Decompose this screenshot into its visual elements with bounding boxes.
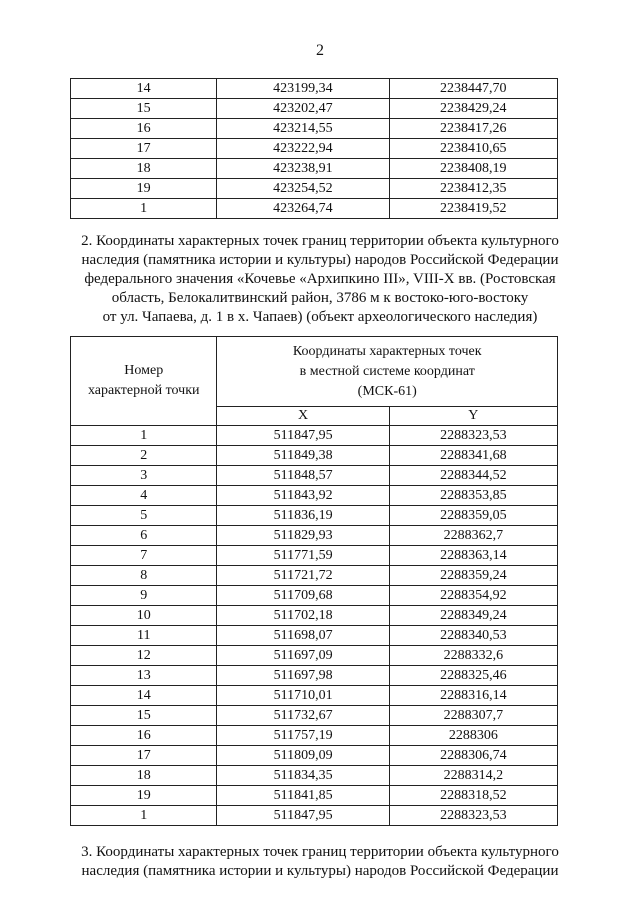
y-coordinate-cell: 2288341,68 [389,446,557,466]
point-number-cell: 19 [71,179,217,199]
x-coordinate-cell: 423202,47 [217,99,389,119]
table-row [71,159,558,179]
y-coordinate-cell: 2238412,35 [389,179,557,199]
x-coordinate-cell: 423222,94 [217,139,389,159]
table-continued-body [71,79,558,219]
table-row [71,526,558,546]
table-row [71,686,558,706]
section-2-heading [60,232,580,327]
y-coordinate-cell: 2288318,52 [389,786,557,806]
point-number-cell: 2 [71,446,217,466]
table-row [71,486,558,506]
table-row [71,706,558,726]
x-coordinate-cell: 511757,19 [217,726,389,746]
y-coordinate-cell: 2288363,14 [389,546,557,566]
x-coordinate-cell: 511732,67 [217,706,389,726]
table-row [71,79,558,99]
x-coordinate-cell: 511834,35 [217,766,389,786]
point-number-cell: 17 [71,139,217,159]
coordinates-table-continued [70,78,558,219]
point-number-cell: 13 [71,666,217,686]
section-2-line: область, Белокалитвинский район, 3786 м к востоко-юго-востоку [111,290,529,306]
table-row [71,119,558,139]
point-number-cell: 14 [71,686,217,706]
x-coordinate-cell: 511710,01 [217,686,389,706]
table-row [71,546,558,566]
table-row [71,766,558,786]
point-number-cell: 7 [71,546,217,566]
point-number-cell: 3 [71,466,217,486]
x-coordinate-cell: 511698,07 [217,626,389,646]
header-coords-line: Координаты характерных точек [292,343,482,359]
y-coordinate-cell: 2288332,6 [389,646,557,666]
table-row [71,586,558,606]
section-2-line: от ул. Чапаева, д. 1 в х. Чапаев) (объект археологического наследия) [102,309,538,325]
x-coordinate-cell: 511721,72 [217,566,389,586]
y-coordinate-cell: 2238419,52 [389,199,557,219]
y-coordinate-cell: 2288353,85 [389,486,557,506]
x-coordinate-cell: 511843,92 [217,486,389,506]
y-coordinate-cell: 2238447,70 [389,79,557,99]
coordinates-table [70,336,558,826]
y-coordinate-cell: 2288325,46 [389,666,557,686]
x-coordinate-cell: 511847,95 [217,426,389,446]
table-row [71,606,558,626]
point-number-cell: 16 [71,119,217,139]
x-coordinate-cell: 423264,74 [217,199,389,219]
header-x: X [217,407,389,426]
x-coordinate-cell: 511841,85 [217,786,389,806]
header-coords-line: в местной системе координат [299,363,475,379]
point-number-cell: 18 [71,159,217,179]
table-row [71,786,558,806]
table-row [71,626,558,646]
y-coordinate-cell: 2288314,2 [389,766,557,786]
x-coordinate-cell: 511697,98 [217,666,389,686]
table-row [71,806,558,826]
table-row [71,666,558,686]
point-number-cell: 4 [71,486,217,506]
point-number-cell: 19 [71,786,217,806]
point-number-cell: 12 [71,646,217,666]
point-number-cell: 5 [71,506,217,526]
point-number-cell: 1 [71,426,217,446]
y-coordinate-cell: 2288359,05 [389,506,557,526]
coordinates-table-head [71,337,558,426]
page-number: 2 [316,42,324,59]
section-3-line: 3. Координаты характерных точек границ территории объекта культурного [81,844,559,860]
point-number-cell: 15 [71,706,217,726]
header-point-line: Номер [124,363,164,378]
y-coordinate-cell: 2238417,26 [389,119,557,139]
x-coordinate-cell: 511702,18 [217,606,389,626]
section-2-line: 2. Координаты характерных точек границ территории объекта культурного [81,233,559,249]
y-coordinate-cell: 2288307,7 [389,706,557,726]
header-coordinates [217,337,558,407]
table-row [71,726,558,746]
section-3-line: наследия (памятника истории и культуры) народов Российской Федерации [81,863,559,879]
y-coordinate-cell: 2288354,92 [389,586,557,606]
y-coordinate-cell: 2238408,19 [389,159,557,179]
point-number-cell: 18 [71,766,217,786]
y-coordinate-cell: 2288362,7 [389,526,557,546]
x-coordinate-cell: 423238,91 [217,159,389,179]
point-number-cell: 6 [71,526,217,546]
x-coordinate-cell: 511849,38 [217,446,389,466]
header-point-number [71,337,217,426]
point-number-cell: 14 [71,79,217,99]
table-row [71,99,558,119]
x-coordinate-cell: 511829,93 [217,526,389,546]
x-coordinate-cell: 511771,59 [217,546,389,566]
point-number-cell: 1 [71,199,217,219]
y-coordinate-cell: 2288344,52 [389,466,557,486]
section-2-line: наследия (памятника истории и культуры) народов Российской Федерации [81,252,559,268]
point-number-cell: 8 [71,566,217,586]
y-coordinate-cell: 2288316,14 [389,686,557,706]
point-number-cell: 15 [71,99,217,119]
section-2-line: федерального значения «Кочевье «Архипкино III», VIII-X вв. (Ростовская [84,271,556,287]
x-coordinate-cell: 511848,57 [217,466,389,486]
coordinates-table-body [71,426,558,826]
x-coordinate-cell: 511809,09 [217,746,389,766]
x-coordinate-cell: 511697,09 [217,646,389,666]
y-coordinate-cell: 2288349,24 [389,606,557,626]
table-row [71,426,558,446]
x-coordinate-cell: 511709,68 [217,586,389,606]
table-row [71,466,558,486]
table-row [71,506,558,526]
x-coordinate-cell: 511836,19 [217,506,389,526]
x-coordinate-cell: 423254,52 [217,179,389,199]
header-point-line: характерной точки [87,383,200,398]
y-coordinate-cell: 2288323,53 [389,806,557,826]
header-y: Y [389,407,557,426]
y-coordinate-cell: 2288306,74 [389,746,557,766]
header-coords-line: (МСК-61) [357,383,417,399]
point-number-cell: 9 [71,586,217,606]
y-coordinate-cell: 2288359,24 [389,566,557,586]
point-number-cell: 1 [71,806,217,826]
header-row [71,337,558,407]
x-coordinate-cell: 423199,34 [217,79,389,99]
table-row [71,446,558,466]
x-coordinate-cell: 511847,95 [217,806,389,826]
table-row [71,179,558,199]
x-coordinate-cell: 423214,55 [217,119,389,139]
table-row [71,199,558,219]
y-coordinate-cell: 2288340,53 [389,626,557,646]
y-coordinate-cell: 2288323,53 [389,426,557,446]
y-coordinate-cell: 2288306 [389,726,557,746]
point-number-cell: 17 [71,746,217,766]
table-row [71,139,558,159]
point-number-cell: 11 [71,626,217,646]
table-row [71,746,558,766]
point-number-cell: 10 [71,606,217,626]
y-coordinate-cell: 2238429,24 [389,99,557,119]
y-coordinate-cell: 2238410,65 [389,139,557,159]
table-row [71,566,558,586]
point-number-cell: 16 [71,726,217,746]
table-row [71,646,558,666]
section-3-heading [60,843,580,881]
